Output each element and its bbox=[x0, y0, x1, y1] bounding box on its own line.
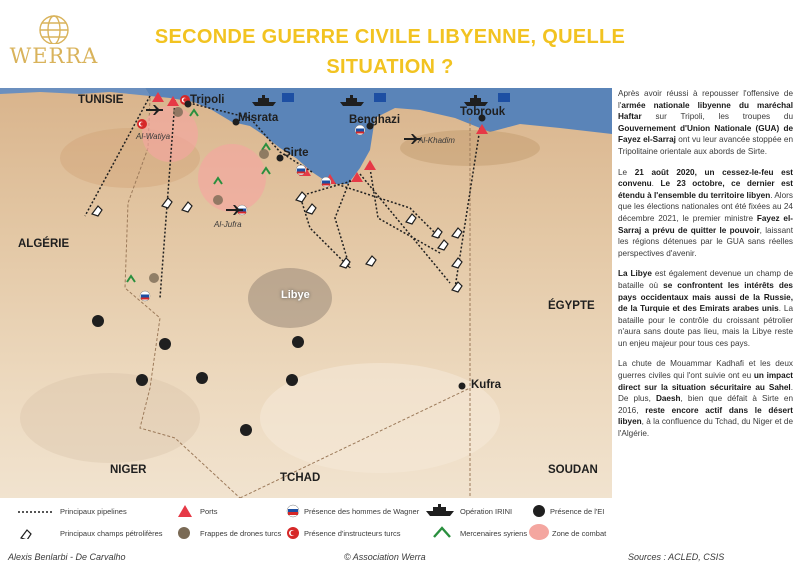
article-text-run: ont vu leur avancée stoppée en Tripolitaine orientale aux abords de Sirte. bbox=[618, 135, 793, 156]
footer-copyright: © Association Werra bbox=[344, 552, 426, 562]
legend-oilfields: Principaux champs pétrolifères bbox=[60, 529, 163, 538]
article-text-run: La chute de Mouammar Kadhafi et les deux guerres civiles qui l'ont suivie ont eu bbox=[618, 359, 793, 381]
label-kufra: Kufra bbox=[471, 379, 502, 391]
label-tchad: TCHAD bbox=[280, 472, 321, 484]
article-text-run: . De plus, bbox=[618, 382, 793, 404]
legend-wagner: Présence des hommes de Wagner bbox=[304, 507, 420, 516]
label-tunisie: TUNISIE bbox=[78, 94, 124, 106]
article-text-run: reste encore actif dans le désert libyen bbox=[618, 405, 793, 427]
map-legend bbox=[0, 500, 612, 548]
legend-turkish-instructors: Présence d'instructeurs turcs bbox=[304, 529, 401, 538]
article-paragraph-4 bbox=[618, 358, 793, 439]
article-text-run: un impact direct sur la situation sécuritaire au Sahel bbox=[618, 371, 793, 392]
legend-pipelines: Principaux pipelines bbox=[60, 507, 127, 516]
oilfield-icon bbox=[92, 206, 102, 216]
globe-icon bbox=[30, 10, 78, 44]
title-line-1: SECONDE GUERRE CIVILE LIBYENNE, QUELLE bbox=[154, 26, 626, 48]
drone-strike-legend-icon bbox=[176, 525, 192, 541]
oilfield-icon bbox=[452, 258, 462, 268]
port-icon bbox=[364, 160, 376, 170]
combat-zone-sirte bbox=[198, 144, 266, 212]
oilfield-icon bbox=[452, 282, 462, 292]
footer-sources: Sources : ACLED, CSIS bbox=[628, 552, 725, 562]
legend-syrian-mercs: Mercenaires syriens bbox=[460, 529, 528, 538]
article-paragraph-1 bbox=[618, 88, 793, 158]
article-text-run: 21 août 2020, un cessez-le-feu est convenu bbox=[618, 167, 793, 189]
oilfield-icon bbox=[366, 256, 376, 266]
label-algerie: ALGÉRIE bbox=[18, 238, 70, 250]
oilfield-icon bbox=[432, 228, 442, 238]
article-text-run: , à la confluence du Tchad, du Niger et de l'Algérie. bbox=[618, 417, 793, 439]
turkey-flag-icon bbox=[286, 526, 300, 540]
article-text bbox=[618, 88, 793, 449]
label-al-jufra: Al-Jufra bbox=[214, 220, 242, 229]
oilfield-icon bbox=[452, 228, 462, 238]
article-text-run: Le 23 octobre, ce dernier est étendu à l'ensemble du territoire libyen bbox=[618, 179, 793, 200]
legend-drones: Frappes de drones turcs bbox=[200, 529, 282, 538]
oilfield-icon bbox=[182, 202, 192, 212]
label-al-khadim: Al-Khadim bbox=[418, 136, 455, 145]
article-text-run: , laissant les régions détenues par le GUA sans réelles perspectives d'avenir. bbox=[618, 225, 793, 258]
label-niger: NIGER bbox=[110, 464, 147, 476]
logo-text: WERRA bbox=[9, 44, 99, 68]
article-text-run: . Alors que les élections nationales ont été fixées au 24 décembre 2021, le premier ministre bbox=[618, 190, 793, 223]
libya-map bbox=[0, 88, 612, 498]
article-text-run: La Libye bbox=[618, 269, 652, 279]
article-text-run: Le bbox=[618, 167, 635, 177]
oilfield-icon bbox=[438, 240, 448, 250]
port-legend-icon bbox=[178, 505, 192, 517]
syrian-mercenary-legend-icon bbox=[432, 526, 452, 538]
label-sirte: Sirte bbox=[283, 147, 309, 159]
article-text-run: Après avoir réussi à repousser l'offensive de l' bbox=[618, 89, 793, 110]
oilfield-icon bbox=[306, 204, 316, 214]
article-text-run: Fayez el-Sarraj a prévu de quitter le pouvoir bbox=[618, 213, 793, 235]
ei-icon bbox=[532, 504, 546, 518]
oilfield-legend-icon bbox=[20, 527, 34, 539]
warship-icon bbox=[426, 504, 454, 516]
label-al-watiya: Al-Watiya bbox=[136, 132, 171, 141]
article-text-run: est également devenue un champ de bataille où bbox=[618, 269, 793, 290]
label-misrata: Misrata bbox=[238, 112, 279, 124]
werra-logo bbox=[8, 10, 100, 74]
article-paragraph-2 bbox=[618, 167, 793, 260]
oilfield-icon bbox=[162, 198, 172, 208]
article-text-run: armée nationale libyenne du maréchal Haftar bbox=[618, 100, 793, 122]
article-text-run: Gouvernement d'Union Nationale (GUA) de Fayez el-Sarraj bbox=[618, 123, 793, 145]
footer-author: Alexis Benlarbi - De Carvalho bbox=[8, 552, 126, 562]
oilfield-icon bbox=[296, 192, 306, 202]
legend-combat: Zone de combat bbox=[552, 529, 607, 538]
legend-irini: Opération IRINI bbox=[460, 507, 513, 516]
legend-ports: Ports bbox=[200, 507, 218, 516]
legend-ei: Présence de l'EI bbox=[550, 507, 605, 516]
page-title bbox=[140, 22, 640, 82]
russia-flag-icon bbox=[286, 504, 300, 518]
title-line-2: SITUATION ? bbox=[326, 56, 454, 78]
label-benghazi: Benghazi bbox=[349, 114, 401, 126]
article-text-run: sur Tripoli, les troupes du bbox=[641, 112, 793, 122]
label-libye: Libye bbox=[281, 289, 310, 301]
label-tobrouk: Tobrouk bbox=[460, 106, 506, 118]
article-text-run: se confrontent les intérêts des pays occidentaux mais aussi de la Russie, de la Turquie et des Emirats arabes unis bbox=[618, 280, 793, 314]
article-text-run: , bien que défait à Sirte en 2016, bbox=[618, 394, 794, 415]
label-egypte: ÉGYPTE bbox=[548, 300, 595, 312]
article-text-run: . La bataille pour le contrôle du croissant pétrolier n'aura sans doute pas lieu, mais la Libye reste un enjeu majeur pour tous ces pays. bbox=[618, 304, 793, 348]
article-text-run: Daesh bbox=[655, 394, 681, 404]
oilfield-icon bbox=[406, 214, 416, 224]
article-paragraph-3 bbox=[618, 268, 793, 349]
combat-zone-legend-icon bbox=[528, 523, 550, 541]
label-soudan: SOUDAN bbox=[548, 464, 598, 476]
label-tripoli: Tripoli bbox=[190, 94, 225, 106]
article-text-run: . bbox=[651, 179, 661, 189]
pipeline-legend-icon bbox=[18, 510, 52, 514]
